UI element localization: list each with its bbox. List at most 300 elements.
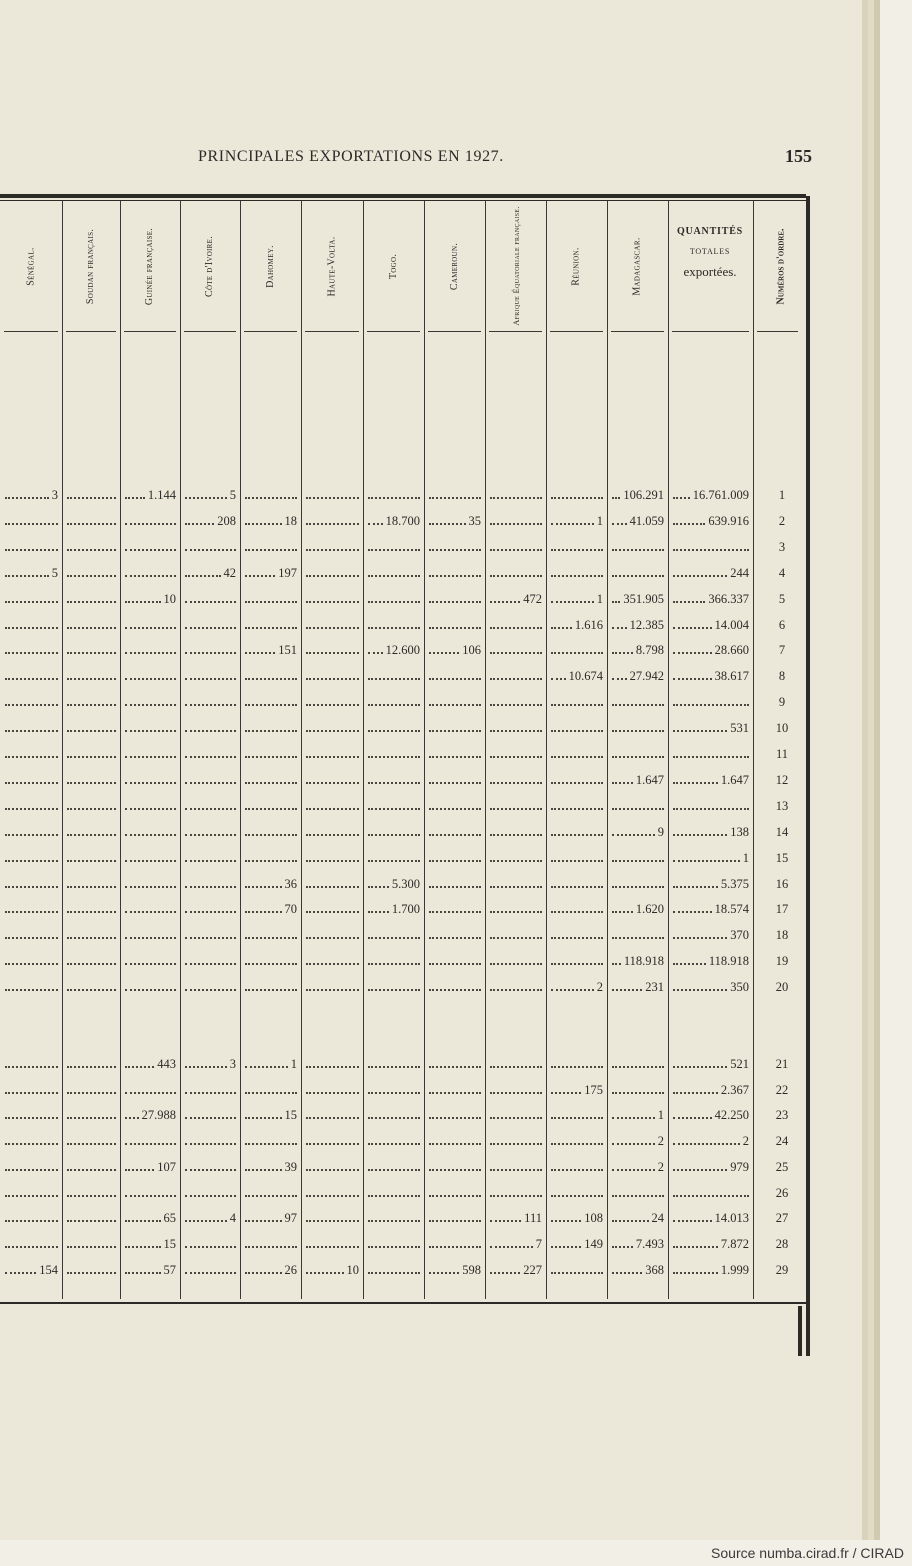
dot-leader [122,1235,161,1253]
dot-leader [609,823,655,841]
table-cell [548,900,607,918]
table-cell [609,590,668,608]
table-cell [670,875,753,893]
cell-value: 2.367 [720,1083,749,1097]
dot-leader [64,538,116,556]
table-cell [365,641,424,659]
table-cell [426,1055,485,1073]
table-cell [64,616,120,634]
totals-header-line2: TOTALES [689,247,731,256]
dot-leader [487,538,542,556]
dot-leader [670,1235,718,1253]
table-cell [122,926,180,944]
dot-leader [2,926,58,944]
dot-leader [303,797,359,815]
dot-leader [487,978,542,996]
table-cell [2,1209,62,1227]
cell-value: 531 [730,721,749,735]
table-cell [64,900,120,918]
table-cell [548,1106,607,1124]
page-header [0,148,862,172]
column-header-label: Soudan français. [85,228,97,304]
table-cell [2,849,62,867]
table-cell [609,797,668,815]
dot-leader [365,952,420,970]
dot-leader [548,1158,603,1176]
dot-leader [122,1132,176,1150]
table-cell [242,823,301,841]
dot-leader [548,823,603,841]
dot-leader [609,512,627,530]
table-row [0,1235,806,1253]
column-header-label: Dahomey. [265,244,276,288]
table-cell [303,486,363,504]
dot-leader [303,1261,344,1279]
dot-leader [303,1055,359,1073]
dot-leader [242,823,297,841]
dot-leader [182,1055,227,1073]
dot-leader [182,538,236,556]
table-cell [122,1184,180,1202]
cell-value: 9 [657,825,664,839]
column-header [363,204,424,328]
table-cell [426,641,485,659]
dot-leader [426,564,481,582]
dot-leader [303,1106,359,1124]
table-cell [487,564,546,582]
table-cell [426,693,485,711]
dot-leader [426,1209,481,1227]
page-title: PRINCIPALES EXPORTATIONS EN 1927. [198,148,504,165]
dot-leader [426,1261,459,1279]
dot-leader [242,1235,297,1253]
cell-value: 38.617 [714,669,749,683]
dot-leader [487,1184,542,1202]
table-cell [2,1132,62,1150]
dot-leader [609,849,664,867]
dot-leader [670,1081,718,1099]
table-cell [2,564,62,582]
order-number: 16 [775,877,789,891]
dot-leader [303,823,359,841]
table-cell [2,667,62,685]
dot-leader [303,486,359,504]
table-cell [122,1209,180,1227]
dot-leader [64,512,116,530]
table-row [0,667,806,685]
table-cell [548,978,607,996]
dot-leader [365,1261,420,1279]
table-cell [182,538,240,556]
dot-leader [64,719,116,737]
table-cell [242,926,301,944]
table-cell [122,693,180,711]
header-rule [184,331,236,332]
dot-leader [122,719,176,737]
dot-leader [365,875,389,893]
dot-leader [670,564,727,582]
table-cell [182,745,240,763]
table-cell [426,745,485,763]
header-rule [4,331,58,332]
order-number-header-label: Numéros d'ordre. [775,227,787,305]
dot-leader [242,512,282,530]
table-cell [122,1235,180,1253]
column-header [546,204,607,328]
table-cell [487,797,546,815]
dot-leader [609,1106,655,1124]
table-cell [303,564,363,582]
order-number: 25 [775,1160,789,1174]
table-cell [122,1081,180,1099]
cell-value: 118.918 [623,954,664,968]
dot-leader [426,538,481,556]
table-cell [548,926,607,944]
dot-leader [548,486,603,504]
order-number: 17 [775,902,789,916]
table-cell [303,1235,363,1253]
table-cell [303,745,363,763]
dot-leader [242,564,275,582]
cell-value: 2 [657,1160,664,1174]
dot-leader [365,719,420,737]
column-header [0,204,62,328]
dot-leader [182,771,236,789]
table-cell [426,719,485,737]
cell-value: 5 [51,566,58,580]
dot-leader [303,667,359,685]
dot-leader [487,641,542,659]
table-row [0,1209,806,1227]
dot-leader [182,1184,236,1202]
table-cell [64,1209,120,1227]
dot-leader [122,667,176,685]
table-cell [242,486,301,504]
table-row [0,719,806,737]
table-cell [609,952,668,970]
dot-leader [365,564,420,582]
dot-leader [182,512,214,530]
dot-leader [670,849,740,867]
dot-leader [122,1261,161,1279]
table-cell [242,538,301,556]
table-cell [548,667,607,685]
dot-leader [242,926,297,944]
table-cell [64,719,120,737]
dot-leader [64,1209,116,1227]
cell-value: 151 [278,643,297,657]
cell-value: 2 [657,1134,664,1148]
dot-leader [548,926,603,944]
table-cell [182,1209,240,1227]
table-cell [365,745,424,763]
table-cell [303,1261,363,1279]
dot-leader [426,797,481,815]
table-cell [2,875,62,893]
column-header-label: Guinée française. [144,227,156,305]
table-cell [365,719,424,737]
header-rule [489,331,542,332]
dot-leader [122,900,176,918]
dot-leader [303,900,359,918]
cell-value: 443 [157,1057,176,1071]
dot-leader [122,745,176,763]
table-cell [670,978,753,996]
dot-leader [487,952,542,970]
table-cell [64,797,120,815]
dot-leader [182,1106,236,1124]
table-cell [303,926,363,944]
dot-leader [426,1184,481,1202]
dot-leader [122,512,176,530]
dot-leader [2,1055,58,1073]
table-cell [242,1235,301,1253]
table-cell [609,538,668,556]
dot-leader [365,745,420,763]
table-cell [64,978,120,996]
dot-leader [303,590,359,608]
table-cell [487,745,546,763]
dot-leader [670,952,706,970]
dot-leader [122,616,176,634]
dot-leader [670,771,718,789]
dot-leader [122,1158,154,1176]
table-cell [365,486,424,504]
dot-leader [242,875,282,893]
dot-leader [487,693,542,711]
dot-leader [242,797,297,815]
dot-leader [182,1209,227,1227]
table-cell [365,900,424,918]
dot-leader [609,486,620,504]
dot-leader [182,849,236,867]
dot-leader [2,771,58,789]
dot-leader [487,1081,542,1099]
dot-leader [2,538,58,556]
dot-leader [670,1055,727,1073]
dot-leader [548,849,603,867]
dot-leader [2,1132,58,1150]
dot-leader [609,616,627,634]
order-number: 24 [775,1134,789,1148]
dot-leader [426,590,481,608]
order-number: 20 [775,980,789,994]
table-cell [670,771,753,789]
cell-value: 14.013 [714,1211,749,1225]
dot-leader [2,900,58,918]
totals-column-header [670,226,750,280]
dot-leader [242,771,297,789]
table-cell [365,1055,424,1073]
table-cell [64,564,120,582]
dot-leader [303,1081,359,1099]
dot-leader [303,1158,359,1176]
table-cell [242,797,301,815]
cell-value: 97 [284,1211,297,1225]
table-cell [122,1158,180,1176]
table-cell [64,538,120,556]
cell-value: 26 [284,1263,297,1277]
table-cell [242,719,301,737]
column-header-label: Haute-Volta. [326,236,338,296]
order-number: 12 [775,773,789,787]
dot-leader [426,486,481,504]
cell-value: 138 [730,825,749,839]
page-number: 155 [785,146,812,166]
dot-leader [182,1261,236,1279]
dot-leader [548,1209,581,1227]
dot-leader [609,900,633,918]
dot-leader [242,1158,282,1176]
dot-leader [122,1106,139,1124]
header-rule [550,331,603,332]
header-rule [244,331,297,332]
table-cell [182,719,240,737]
cell-value: 154 [39,1263,58,1277]
table-cell [487,538,546,556]
table-cell [487,616,546,634]
cell-value: 7 [535,1237,542,1251]
table-cell [487,512,546,530]
dot-leader [303,1209,359,1227]
dot-leader [64,952,116,970]
cell-value: 4 [229,1211,236,1225]
dot-leader [487,849,542,867]
dot-leader [182,1235,236,1253]
dot-leader [487,719,542,737]
table-cell [609,667,668,685]
dot-leader [303,538,359,556]
dot-leader [64,1106,116,1124]
table-cell [303,1106,363,1124]
table-cell [548,1261,607,1279]
order-number: 21 [775,1057,789,1071]
table-cell [242,667,301,685]
cell-value: 18.574 [714,902,749,916]
dot-leader [303,926,359,944]
dot-leader [426,849,481,867]
table-cell [548,823,607,841]
header-rule [672,331,749,332]
table-cell [122,1106,180,1124]
table-cell [303,1209,363,1227]
cell-value: 1.647 [635,773,664,787]
table-cell [609,849,668,867]
table-row [0,590,806,608]
table-cell [670,564,753,582]
order-number: 2 [778,514,786,528]
table-cell [487,1209,546,1227]
order-number: 19 [775,954,789,968]
table-cell [487,1184,546,1202]
table-row [0,1158,806,1176]
dot-leader [242,1106,282,1124]
table-cell [487,486,546,504]
table-cell [303,900,363,918]
dot-leader [365,1235,420,1253]
dot-leader [303,978,359,996]
cell-value: 41.059 [629,514,664,528]
dot-leader [64,745,116,763]
table-cell [426,1158,485,1176]
cell-value: 10.674 [568,669,603,683]
dot-leader [365,512,383,530]
table-cell [182,978,240,996]
order-number: 15 [775,851,789,865]
header-rule [305,331,359,332]
table-row [0,564,806,582]
table-cell [182,564,240,582]
dot-leader [122,538,176,556]
table-cell [487,1158,546,1176]
table-cell [122,849,180,867]
dot-leader [426,1235,481,1253]
table-cell [182,693,240,711]
table-cell [670,538,753,556]
column-header-label: Cameroun. [448,242,460,290]
dot-leader [242,719,297,737]
table-cell [487,693,546,711]
cell-value: 366.337 [708,592,749,606]
table-cell [365,538,424,556]
dot-leader [548,1235,581,1253]
dot-leader [365,538,420,556]
table-cell [182,1106,240,1124]
table-cell [609,1261,668,1279]
dot-leader [426,667,481,685]
order-number: 28 [775,1237,789,1251]
table-cell [122,719,180,737]
table-row [0,771,806,789]
dot-leader [548,667,566,685]
table-cell [365,1261,424,1279]
dot-leader [487,1235,533,1253]
dot-leader [242,538,297,556]
dot-leader [609,693,664,711]
table-cell [182,590,240,608]
dot-leader [2,693,58,711]
table-cell [64,1081,120,1099]
dot-leader [548,693,603,711]
dot-leader [365,900,389,918]
table-cell [365,693,424,711]
table-cell [242,849,301,867]
dot-leader [64,926,116,944]
dot-leader [182,486,227,504]
table-cell [303,693,363,711]
table-cell [64,667,120,685]
table-cell [242,641,301,659]
table-cell [670,1261,753,1279]
table-row [0,952,806,970]
table-cell [122,486,180,504]
dot-leader [242,616,297,634]
table-cell [548,693,607,711]
table-cell [487,771,546,789]
dot-leader [2,1081,58,1099]
dot-leader [242,693,297,711]
dot-leader [303,564,359,582]
table-cell [487,875,546,893]
table-cell [2,1055,62,1073]
table-cell [122,875,180,893]
table-row [0,875,806,893]
dot-leader [2,564,49,582]
dot-leader [303,849,359,867]
table-cell [365,512,424,530]
dot-leader [122,693,176,711]
table-cell [426,849,485,867]
